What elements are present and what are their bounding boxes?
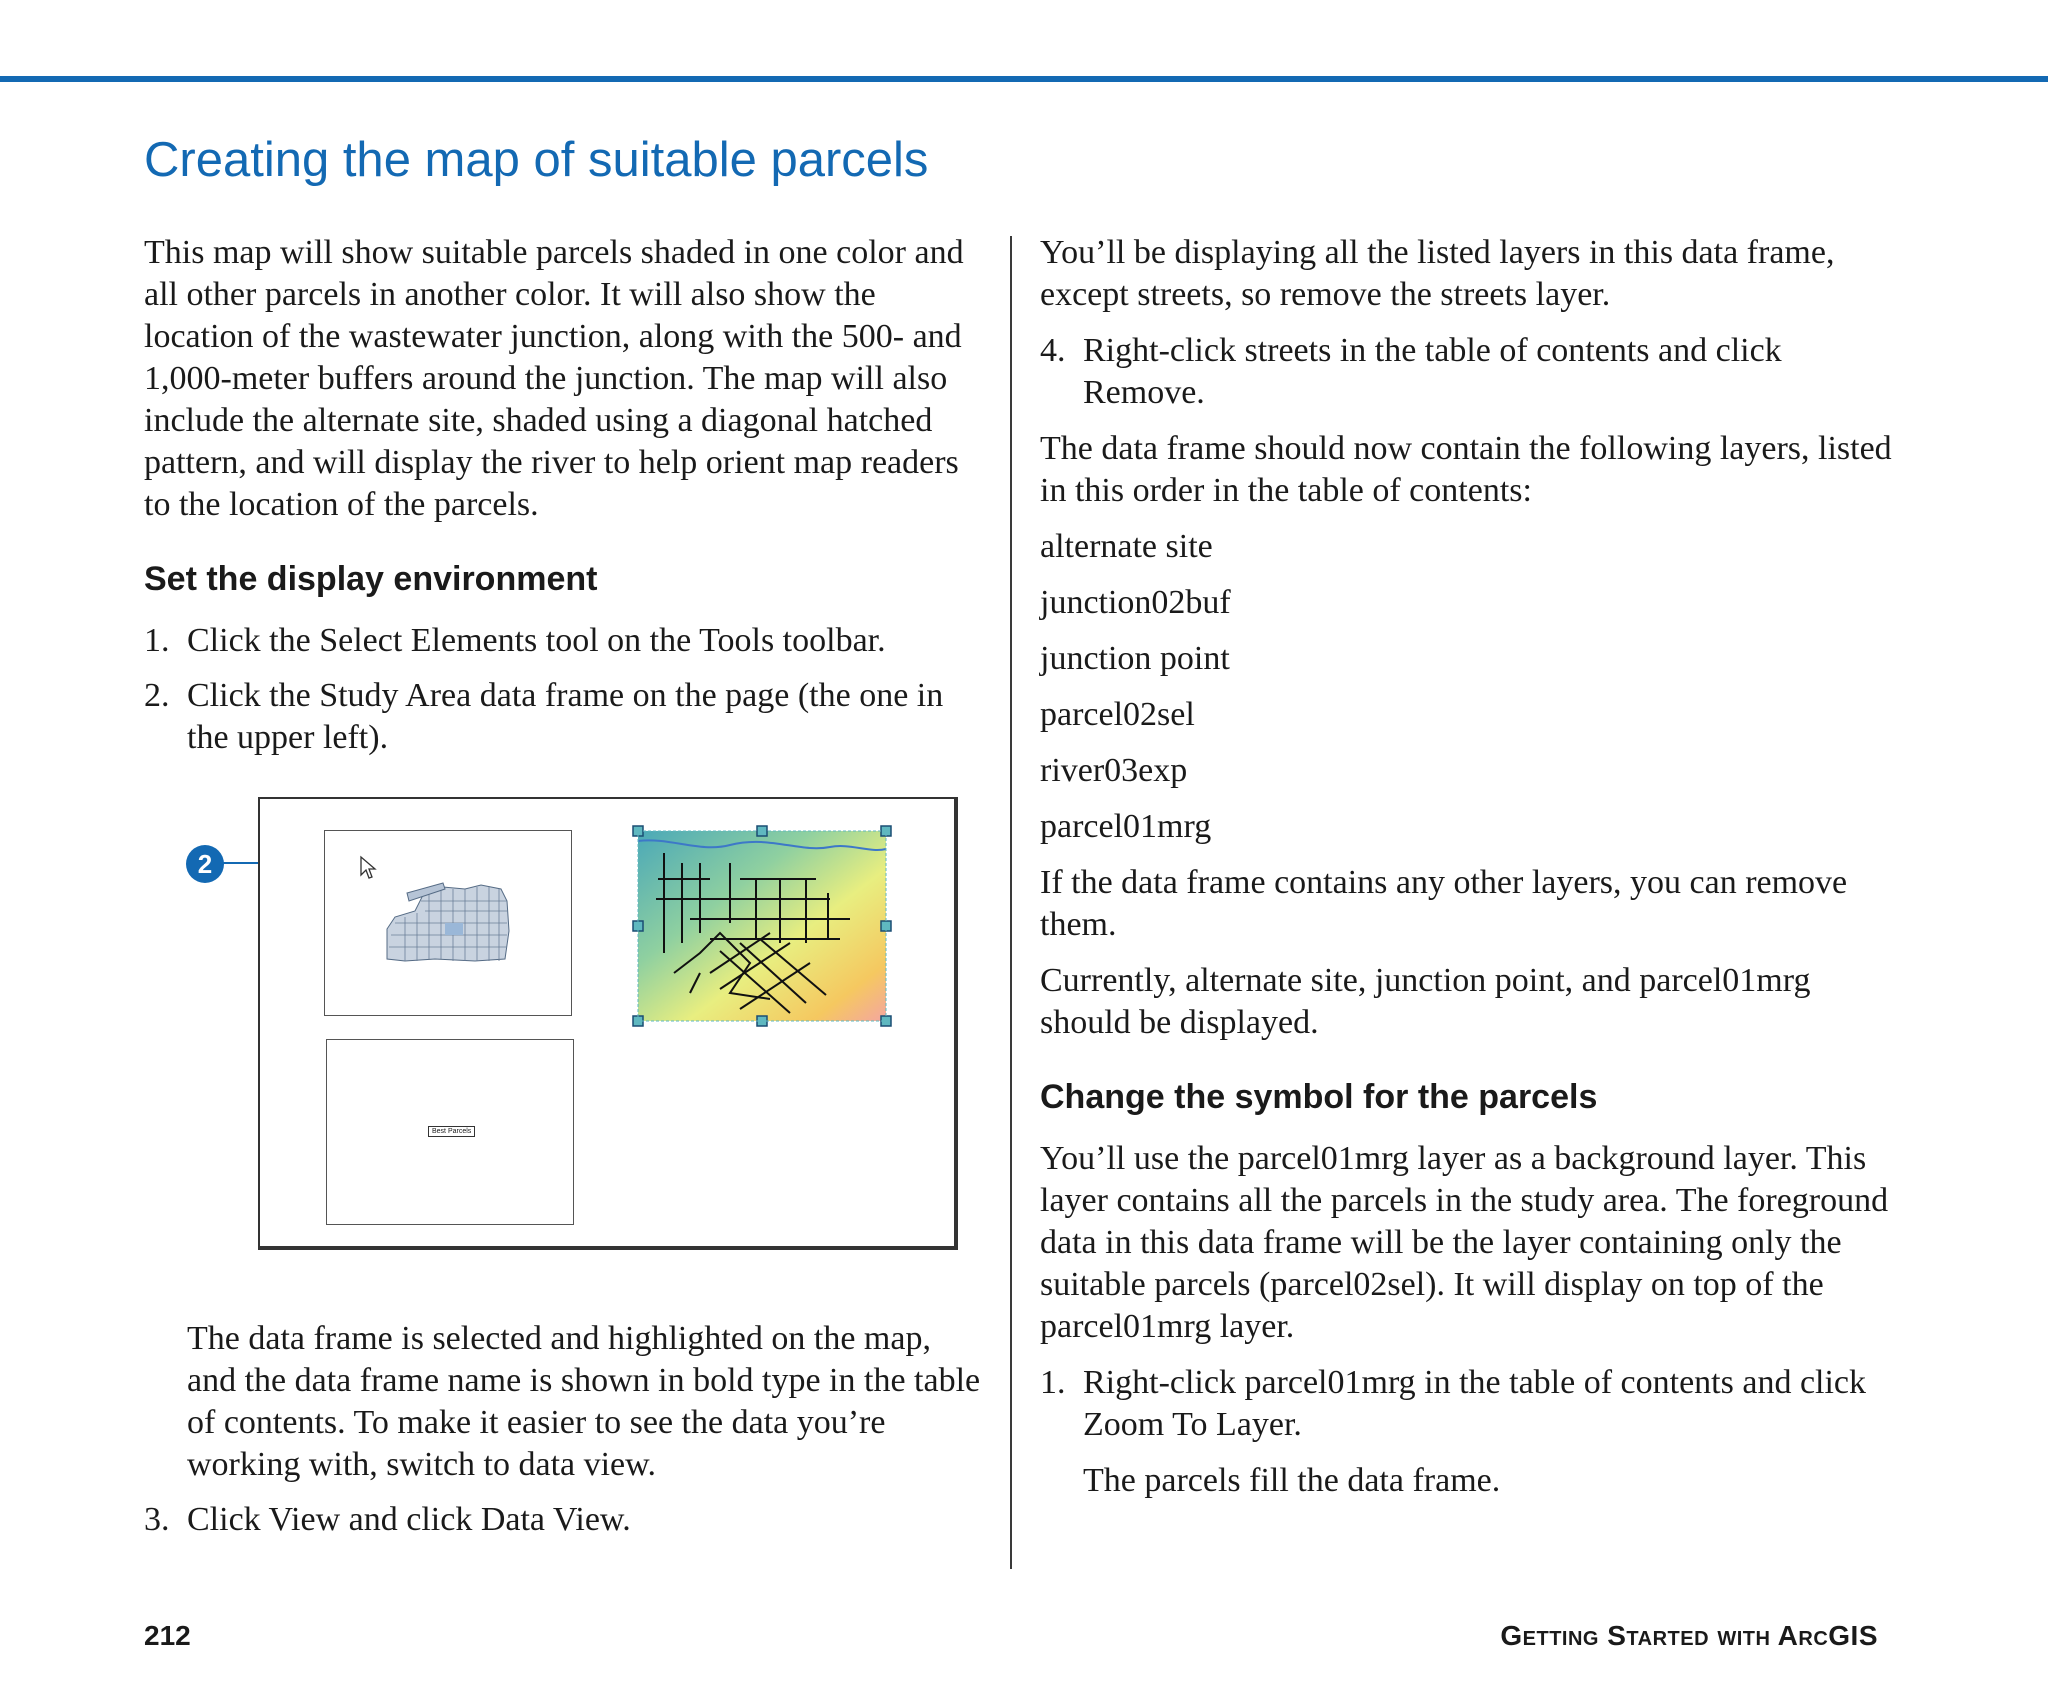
layout-view-figure xyxy=(258,797,958,1250)
layer-item: alternate site xyxy=(1040,528,1213,565)
layer-item: junction point xyxy=(1040,640,1230,677)
step-zoom-text: Right-click parcel01mrg in the table of contents and click Zoom To Layer. xyxy=(1083,1364,1867,1443)
right-column xyxy=(1040,232,1900,1502)
step-1-text: Click the Select Elements tool on the Tools toolbar. xyxy=(187,622,886,659)
column-divider xyxy=(1010,236,1012,1569)
step-3-number: 3. xyxy=(144,1501,170,1538)
background-layer-paragraph: You’ll use the parcel01mrg layer as a background layer. This layer contains all the parcels in the study area. The foreground data in this data frame will be the layer containing only the suitable parcels (parcel02sel). It will display on top of the parcel01mrg layer. xyxy=(1040,1140,1889,1345)
left-column xyxy=(144,232,984,759)
layers-intro: The data frame should now contain the following layers, listed in this order in the table of contents: xyxy=(1040,430,1892,509)
currently-displayed-note: Currently, alternate site, junction point, and parcel01mrg should be displayed. xyxy=(1040,962,1811,1041)
study-area-data-frame[interactable] xyxy=(324,830,572,1016)
step-2-text: Click the Study Area data frame on the page (the one in the upper left). xyxy=(187,677,944,756)
layer-item: junction02buf xyxy=(1040,584,1231,621)
step-1 xyxy=(144,620,984,662)
step-3 xyxy=(144,1499,987,1541)
step-2 xyxy=(144,675,984,759)
suitability-map-frame[interactable] xyxy=(630,823,894,1029)
step-4-text: Right-click streets in the table of contents and click Remove. xyxy=(1083,332,1782,411)
pointer-cursor-icon xyxy=(359,855,377,881)
step-4-number: 4. xyxy=(1040,332,1066,369)
step-3-text: Click View and click Data View. xyxy=(187,1501,631,1538)
remove-streets-intro: You’ll be displaying all the listed layers in this data frame, except streets, so remove the streets layer. xyxy=(1040,234,1835,313)
step-zoom-result: The parcels fill the data frame. xyxy=(1083,1462,1501,1499)
page-title: Creating the map of suitable parcels xyxy=(144,133,929,187)
step-2-number: 2. xyxy=(144,677,170,714)
section-heading-symbol: Change the symbol for the parcels xyxy=(1040,1078,1598,1116)
step-zoom-number: 1. xyxy=(1040,1364,1066,1401)
other-layers-note: If the data frame contains any other layers, you can remove them. xyxy=(1040,864,1848,943)
page-number: 212 xyxy=(144,1620,191,1651)
header-rule xyxy=(0,76,2048,82)
callout-badge: 2 xyxy=(186,845,224,883)
layer-item: parcel01mrg xyxy=(1040,808,1212,845)
intro-paragraph: This map will show suitable parcels shaded in one color and all other parcels in another color. It will also show the location of the wastewater junction, along with the 500- and 1,000-meter buffers around the junction. The map will also include the alternate site, shaded using a diagonal hatched pattern, and will display the river to help orient map readers to the location of the parcels. xyxy=(144,234,964,523)
book-title: Getting Started with ArcGIS xyxy=(1500,1620,1878,1651)
layer-item: parcel02sel xyxy=(1040,696,1195,733)
legend-label: Best Parcels xyxy=(428,1126,475,1137)
step-4 xyxy=(1040,330,1900,414)
layer-item: river03exp xyxy=(1040,752,1188,789)
step-zoom xyxy=(1040,1362,1900,1446)
step-2-result xyxy=(144,1318,987,1541)
section-heading-display: Set the display environment xyxy=(144,560,598,598)
step-2-result-text: The data frame is selected and highlighted on the map, and the data frame name is shown in bold type in the table of contents. To make it easier to see the data you’re working with, switch to data view. xyxy=(187,1320,981,1483)
legend-data-frame[interactable] xyxy=(326,1039,574,1225)
step-1-number: 1. xyxy=(144,622,170,659)
